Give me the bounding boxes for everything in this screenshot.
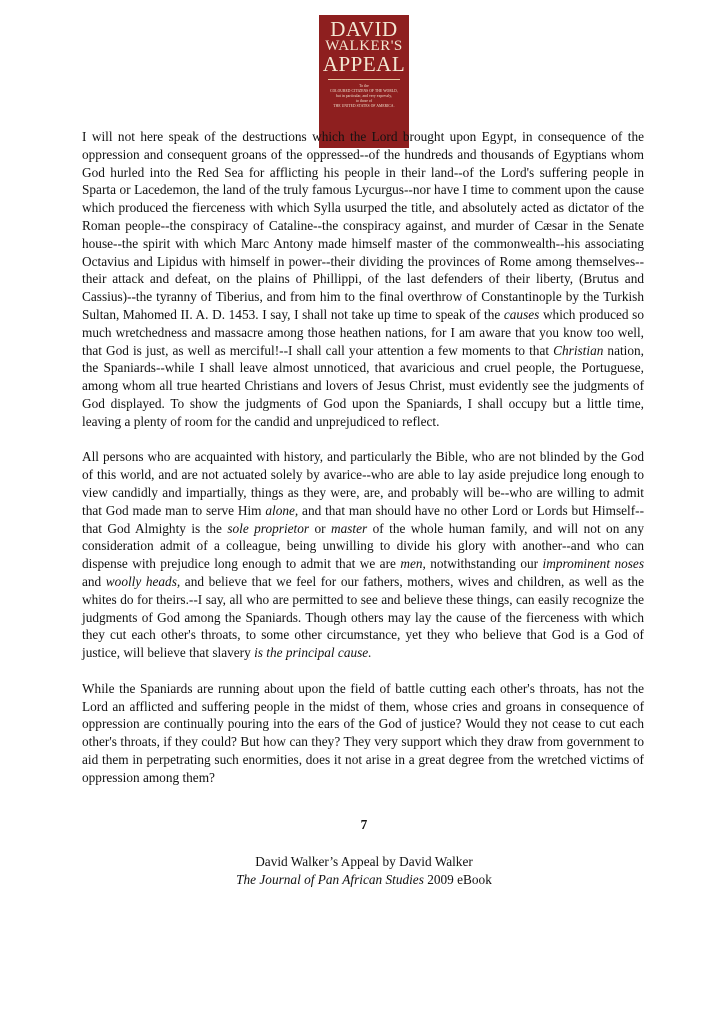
- paragraph: [82, 448, 644, 662]
- paragraph: [82, 128, 644, 431]
- text-run: and: [82, 573, 106, 589]
- italic-text: is the principal cause.: [254, 645, 372, 661]
- text-run: and believe that we feel for our fathers, mothers, wives and children, as well as the whites do for theirs.--I say, all who are permitted to see and believe these things, can easily recognize the judgments of God among the Spaniards. Though others may lay the cause of the fierceness with which they cut each other's throats, to some other circumstance, yet they who believe that God is a God of justice, will believe that slavery: [82, 573, 644, 661]
- footer-journal-line: [0, 871, 728, 889]
- italic-text: sole proprietor: [227, 520, 310, 536]
- text-run: While the Spaniards are running about upon the field of battle cutting each other's throats, has not the Lord an afflicted and suffering people in the midst of them, whose cries and groans in consequence of oppression are continually pouring into the ears of the God of justice? Would they not cease to cut each other's throats, if they could? But how can they? They very support which they draw from government to aid them in perpetrating such enormities, does it not arise in a great degree from the wretched victims of oppression among them?: [82, 680, 644, 785]
- italic-text: woolly heads,: [105, 573, 181, 589]
- footer-edition: 2009 eBook: [423, 872, 492, 887]
- body-text: [82, 128, 644, 804]
- text-run: and that man should have no other Lord or Lords but Himself--that God Almighty is the: [82, 502, 644, 536]
- cover-title-line3: APPEAL: [322, 52, 406, 76]
- page-number: 7: [360, 817, 368, 832]
- cover-subtitle-5: THE UNITED STATES OF AMERICA.: [333, 104, 395, 108]
- cover-subtitle-4: to those of: [355, 99, 373, 103]
- cover-subtitle-1: To the: [359, 84, 369, 88]
- page-footer: [0, 853, 728, 889]
- cover-title-line2: WALKER'S: [325, 38, 403, 54]
- italic-text: improminent noses: [542, 556, 644, 572]
- italic-text: Christian: [553, 342, 604, 358]
- text-run: I will not here speak of the destructions which the Lord brought upon Egypt, in consequence of the oppression and consequent groans of the oppressed--of the hundreds and thousands of Egyptians whom God hurled into the Red Sea for afflicting his people in their land--of the Lord's suffering people in Sparta or Lacedemon, the land of the truly famous Lycurgus--nor have I time to comment upon the cause which produced the fierceness with which Sylla usurped the title, and absolutely acted as dictator of the Roman people--the conspiracy of Cataline--the conspiracy against, and murder of Cæsar in the Senate house--the spirit with which Marc Antony made himself master of the commonwealth--his associating Octavius and Lipidus with himself in power--their dividing the provinces of Rome among themselves--their attack and defeat, on the plains of Phillippi, of the last defenders of their liberty, (Brutus and Cassius)--the tyranny of Tiberius, and from him to the final overthrow of Constantinople by the Turkish Sultan, Mahomed II. A. D. 1453. I say, I shall not take up time to speak of the: [82, 129, 644, 322]
- cover-divider: [328, 79, 400, 80]
- italic-text: causes: [503, 306, 540, 322]
- cover-title-line1: DAVID: [330, 17, 398, 41]
- text-run: which produced so much wretchedness and massacre among those heathen nations, for I am aware that you know too well, that God is just, as well as merciful!--I shall call your attention a few moments to that: [82, 306, 644, 358]
- italic-text: alone,: [265, 502, 299, 518]
- text-run: of the whole human family, and will not on any consideration admit of a colleague, being unwilling to divide his glory with another--and who can dispense with prejudice long enough to admit that we are: [82, 520, 644, 572]
- footer-title: David Walker’s Appeal by David Walker: [255, 854, 473, 869]
- cover-subtitle-2: COLOURED CITIZENS OF THE WORLD,: [330, 89, 398, 93]
- text-run: nation, the Spaniards--while I shall leave almost unnoticed, that avaricious and cruel people, the Portuguese, among whom all true hearted Christians and lovers of Jesus Christ, must evidently see the judgments of God displayed. To show the judgments of God upon the Spaniards, I shall occupy but a little time, leaving a plenty of room for the candid and unprejudiced to reflect.: [82, 342, 644, 429]
- footer-journal-name: The Journal of Pan African Studies: [236, 872, 424, 887]
- italic-text: men,: [400, 556, 426, 572]
- text-run: notwithstanding our: [425, 556, 543, 572]
- paragraph: [82, 680, 644, 787]
- italic-text: master: [331, 520, 368, 536]
- text-run: or: [309, 520, 331, 536]
- cover-subtitle-3: but in particular, and very expressly,: [335, 94, 392, 98]
- text-run: All persons who are acquainted with history, and particularly the Bible, who are not blinded by the God of this world, and are not actuated solely by avarice--who are able to lay aside prejudice long enough to view candidly and impartially, things as they were, are, and probably will be--who are willing to admit that God made man to serve Him: [82, 449, 644, 518]
